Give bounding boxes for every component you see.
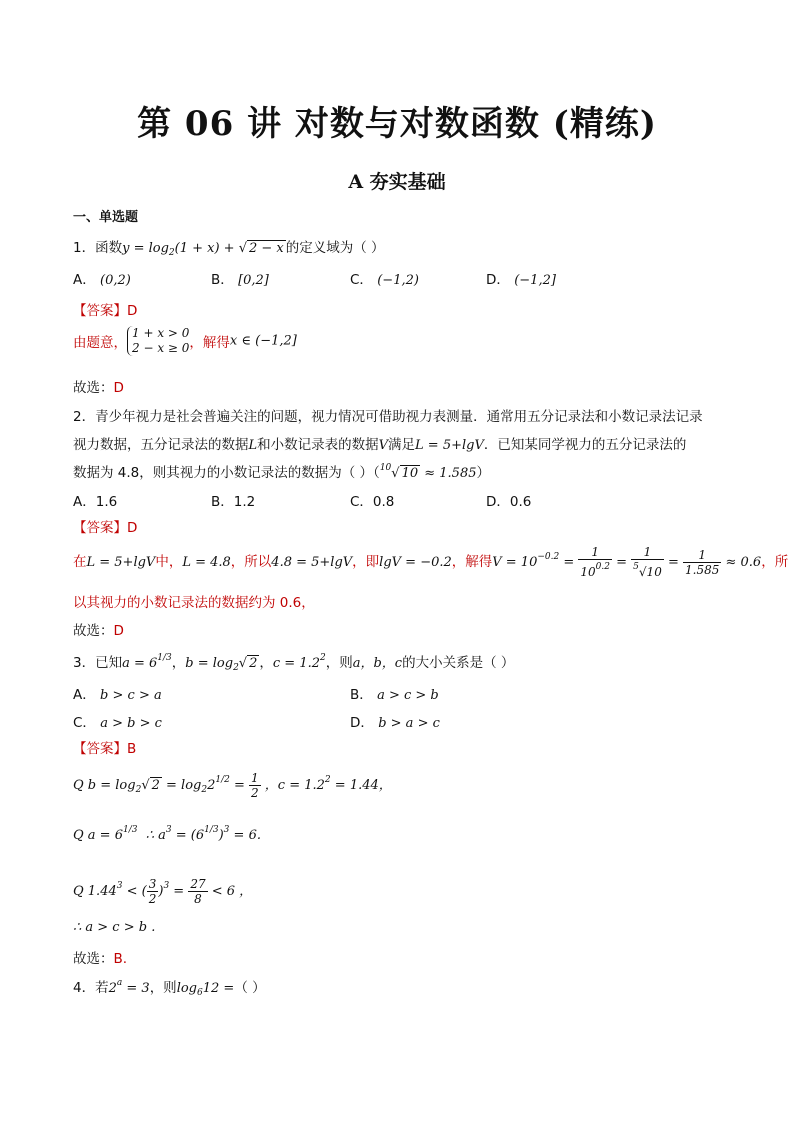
q3-step1: Q $b = \log_2√$ $2 = \log_22^{1/2}$ = $\frac{1}{2}$ ，$c = 1.2^2 = 1.44$， <box>73 771 392 800</box>
q2-option-d: D．0.6 <box>486 494 532 510</box>
q3-option-c: C． a > b > c <box>73 715 162 731</box>
q1-option-a: A． (0,2) <box>73 272 131 288</box>
q3-stem: 3．已知$a = 6^{1/3}$，$b = \log_2√$ 2 ，$c = 1.2^2$，则a，b，c的大小关系是（ ） <box>73 653 515 673</box>
q3-step2: Q $a = 6^{1/3}$ ∴ $a^3 = (6^{1/3})^3 = 6$. <box>73 825 261 843</box>
q2-option-a: A．1.6 <box>73 494 118 510</box>
q3-conclusion: ∴ a > c > b . <box>73 920 156 935</box>
q1-option-b: B． [0,2] <box>211 272 269 288</box>
q1-formula: $y = \log_2(1 + x)$ + √ 2 − x <box>122 241 284 258</box>
q1-system: 1 + x > 0 2 − x ≥ 0 <box>127 326 189 356</box>
q2-answer: 【答案】D <box>73 520 138 536</box>
q4-stem: 4．若$2^a = 3$，则$\log_612$ =（ ） <box>73 978 266 998</box>
q2-line3: 数据为 4.8，则其视力的小数记录法的数据为（ ）（$^{10}$√ 10 ≈ 1.585） <box>73 463 490 481</box>
q3-option-a: A． b > c > a <box>73 687 162 703</box>
page-title: 第 06 讲 对数与对数函数 (精练) <box>137 104 657 144</box>
q3-option-b: B． a > c > b <box>350 687 439 703</box>
q3-option-d: D． b > a > c <box>350 715 440 731</box>
page-subtitle: A 夯实基础 <box>348 171 446 193</box>
q1-answer: 【答案】D <box>73 303 138 319</box>
q2-select: 故选：D <box>73 623 124 639</box>
q2-option-b: B．1.2 <box>211 494 256 510</box>
q1-stem: 1．函数$y = \log_2(1 + x)$ + √ 2 − x 的定义域为（ ） <box>73 240 385 258</box>
q1-solution: 由题意，1 + x > 0 2 − x ≥ 0，解得x ∈ (−1,2] <box>73 326 297 355</box>
q2-option-c: C．0.8 <box>350 494 395 510</box>
q3-select: 故选：B. <box>73 951 128 967</box>
q2-line2: 视力数据，五分记录法的数据L和小数记录表的数据V满足L = 5+lgV．已知某同学视力的五分记录法的 <box>73 437 687 453</box>
q1-option-c: C． (−1,2) <box>350 272 419 288</box>
q1-select: 故选：D <box>73 380 124 396</box>
q3-step3: Q $1.44^3$ < ( $\frac{3}{2}$ )$^3$ = $\frac{27}{8}$ < 6 ， <box>73 877 253 906</box>
section-heading: 一、单选题 <box>73 210 139 225</box>
q2-solution-line1: 在L = 5+lgV中，L = 4.8，所以4.8 = 5+lgV，即lgV = −0.2，解得$V = 10^{-0.2}$ = $\frac{1}{10^{0.2}}$ = $\frac{1}{^5√10}$ = $\frac{1}{1.585}$ ≈ 0.6，所 <box>73 545 789 579</box>
q1-option-d: D． (−1,2] <box>486 272 556 288</box>
q2-line1: 2．青少年视力是社会普遍关注的问题，视力情况可借助视力表测量．通常用五分记录法和小数记录法记录 <box>73 409 703 425</box>
q3-answer: 【答案】B <box>73 741 137 757</box>
q2-solution-line2: 以其视力的小数记录法的数据约为 0.6， <box>73 595 315 611</box>
